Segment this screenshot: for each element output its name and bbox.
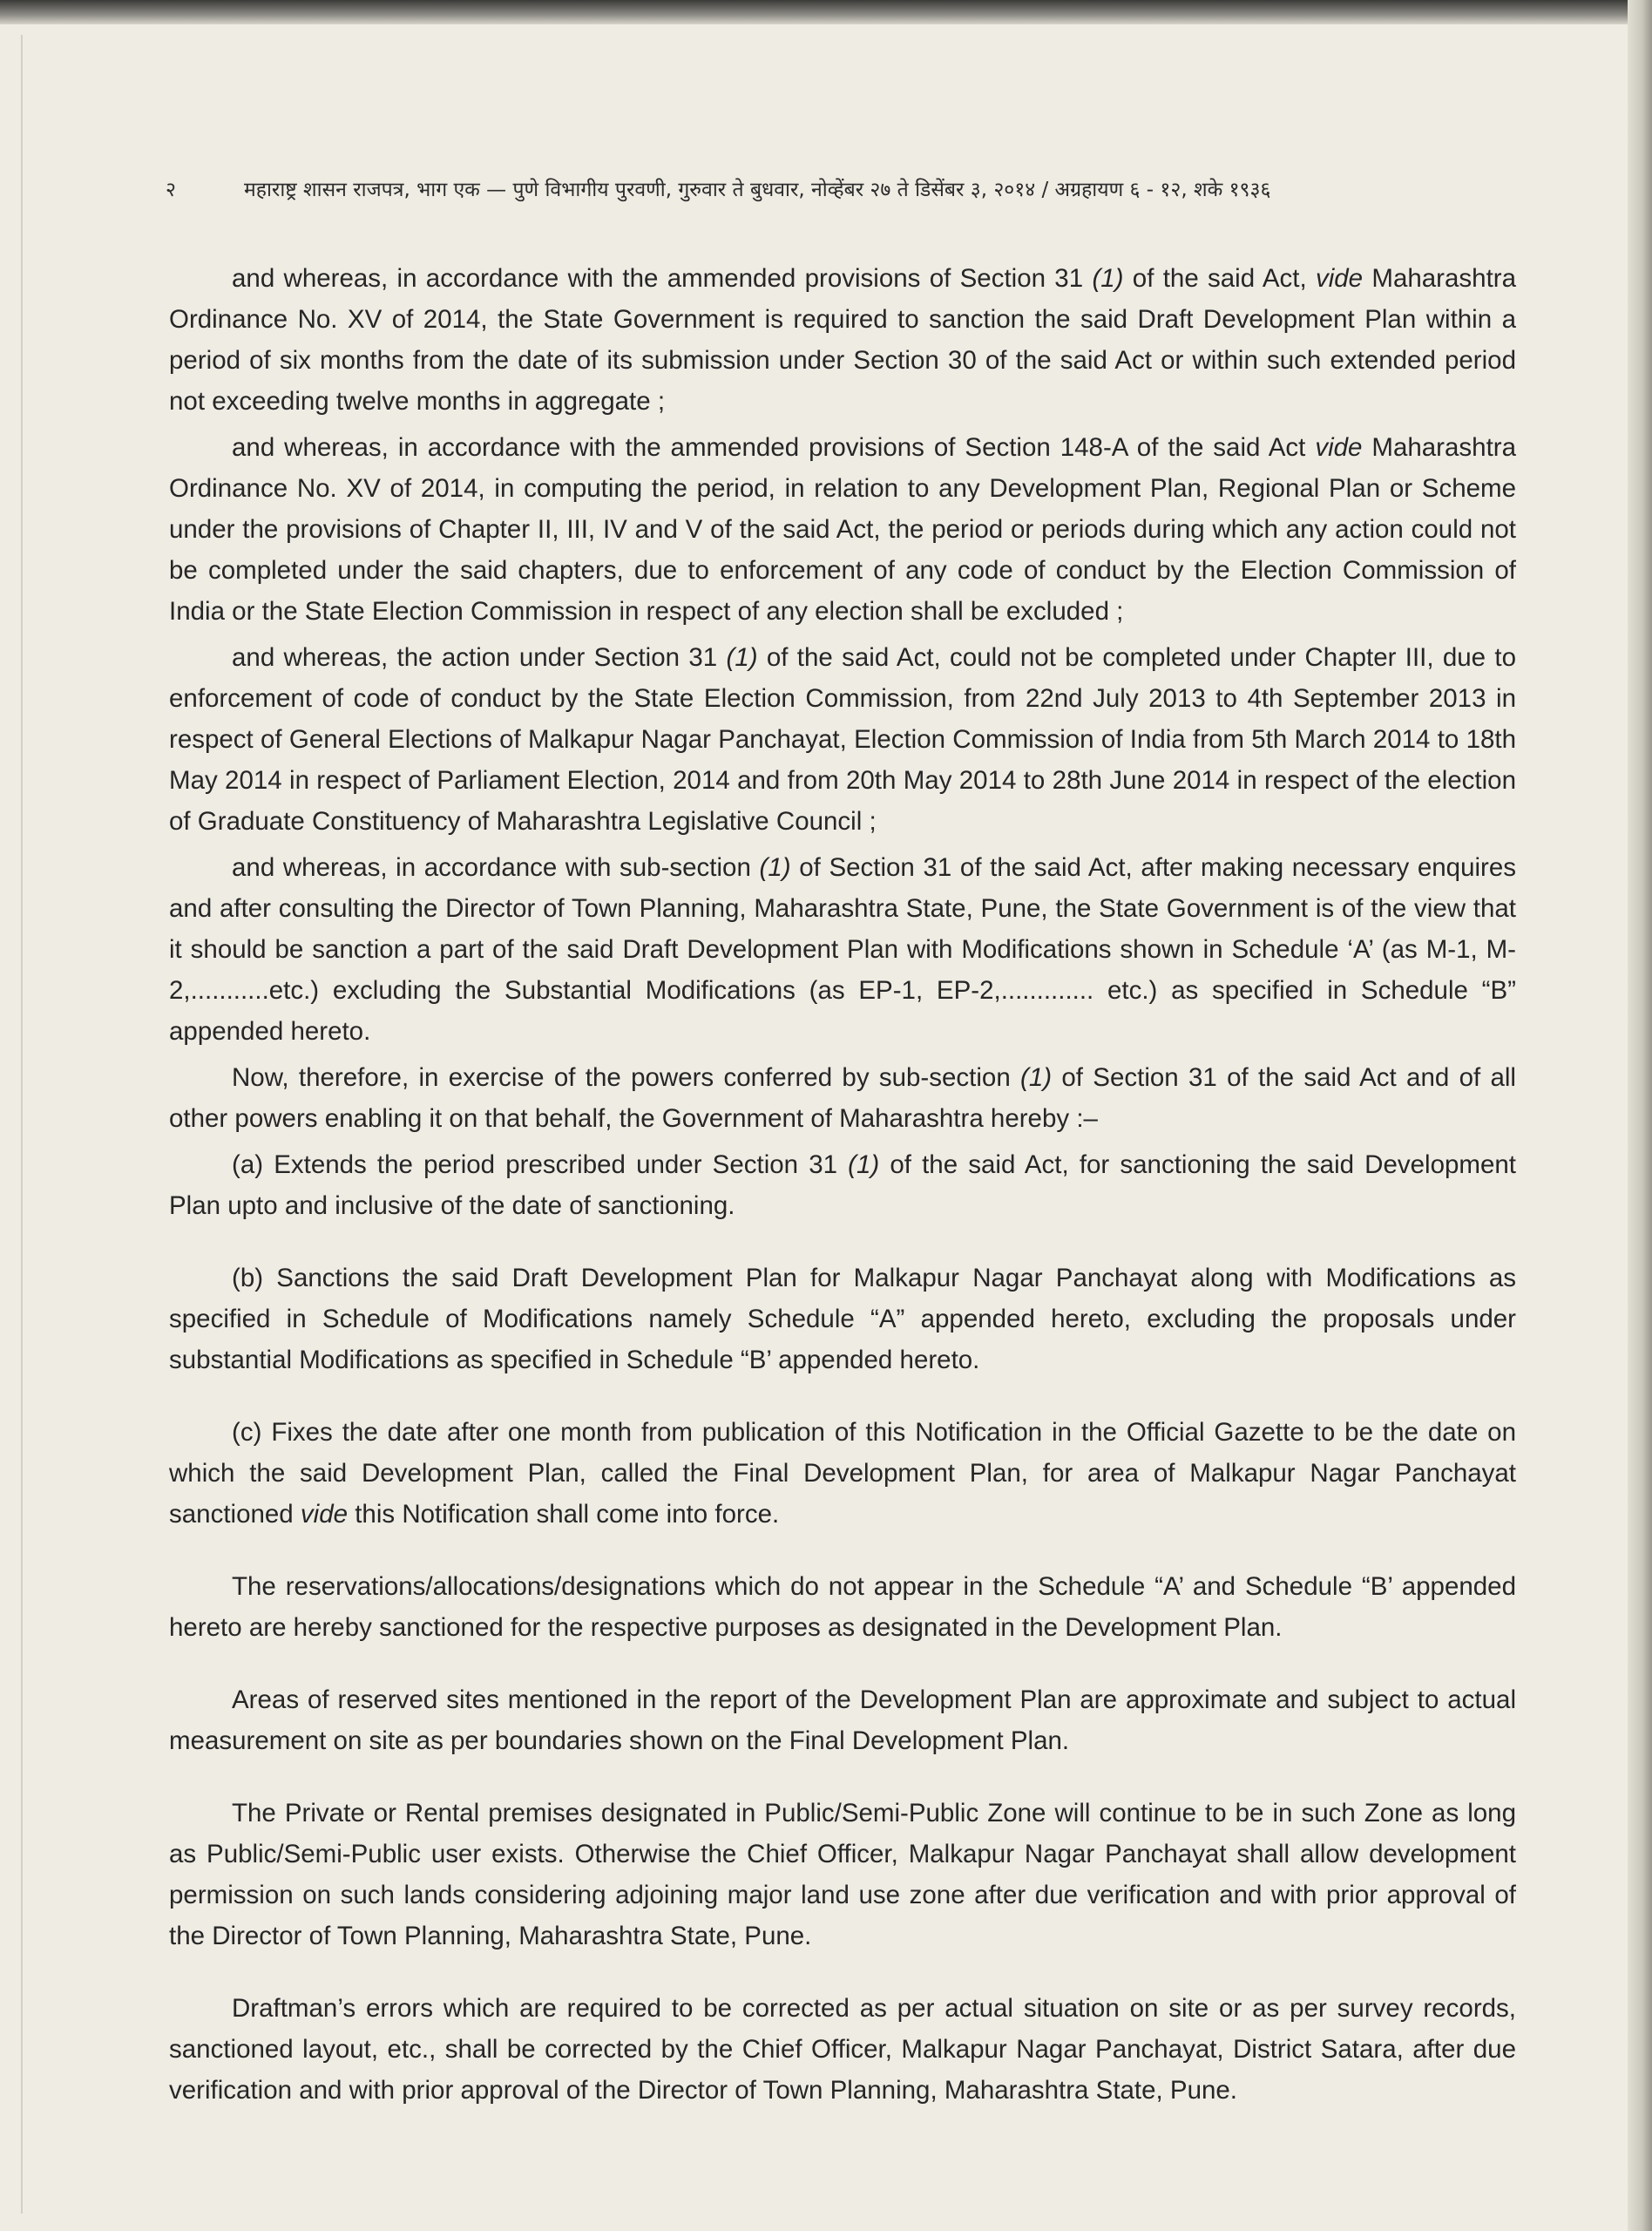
page-number: २ [166,179,176,201]
paragraph-reserved-areas: Areas of reserved sites mentioned in the report of the Development Plan are approximate and subject to actual measurement on site as per boundaries shown on the Final Development Plan. [169,1685,1516,1755]
paragraph-2: and whereas, in accordance with the ammended provisions of Section 148-A of the said Act vide Maharashtra Ordinance No. XV of 2014, in computing the period, in relation to any Development Plan, Regional Plan or Scheme under the provisions of Chapter II, III, IV and V of the said Act, the period or periods during which any action could not be completed under the said chapters, due to enforcement of any code of conduct by the Election Commission of India or the State Election Commission in respect of any election shall be excluded ; [169,433,1516,626]
scan-top-edge [0,0,1652,24]
clause-a: (a) Extends the period prescribed under Section 31 (1) of the said Act, for sanctioning the said Development Plan upto and inclusive of the date of sanctioning. [169,1150,1516,1220]
clause-b: (b) Sanctions the said Draft Development Plan for Malkapur Nagar Panchayat along with Modifications as specified in Schedule of Modifications namely Schedule “A” appended hereto, excluding the proposals under substantial Modifications as specified in Schedule “B’ appended hereto. [169,1264,1516,1374]
header-title: महाराष्ट्र शासन राजपत्र, भाग एक — पुणे विभागीय पुरवणी, गुरुवार ते बुधवार, नोव्हेंबर २७ ते डिसेंबर ३, २०१४ / अग्रहायण ६ - १२, शके १९३६ [244,179,1271,201]
scan-right-edge [1628,0,1652,2231]
paragraph-5: Now, therefore, in exercise of the powers conferred by sub-section (1) of Section 31 of the said Act and of all other powers enabling it on that behalf, the Government of Maharashtra hereby :– [169,1063,1516,1133]
paragraph-draftman-errors: Draftman’s errors which are required to be corrected as per actual situation on site or as per survey records, sanctioned layout, etc., shall be corrected by the Chief Officer, Malkapur Nagar Panchayat, District Satara, after due verification and with prior approval of the Director of Town Planning, Maharashtra State, Pune. [169,1994,1516,2105]
paragraph-4: and whereas, in accordance with sub-section (1) of Section 31 of the said Act, after making necessary enquires and after consulting the Director of Town Planning, Maharashtra State, Pune, the State Government is of the view that it should be sanction a part of the said Draft Development Plan with Modifications shown in Schedule ‘A’ (as M-1, M-2,...........etc.) excluding the Substantial Modifications (as EP-1, EP-2,............. etc.) as specified in Schedule “B” appended hereto. [169,853,1517,1046]
running-header [166,174,1525,202]
paragraph-reservations: The reservations/allocations/designations which do not appear in the Schedule “A’ and Schedule “B’ appended hereto are hereby sanctioned for the respective purposes as designated in the Development Plan. [169,1572,1516,1642]
paragraph-1: and whereas, in accordance with the ammended provisions of Section 31 (1) of the said Act, vide Maharashtra Ordinance No. XV of 2014, the State Government is required to sanction the said Draft Development Plan within a period of six months from the date of its submission under Section 30 of the said Act or within such extended period not exceeding twelve months in aggregate ; [169,264,1516,416]
paragraph-3: and whereas, the action under Section 31 (1) of the said Act, could not be completed under Chapter III, due to enforcement of code of conduct by the State Election Commission, from 22nd July 2013 to 4th September 2013 in respect of General Elections of Malkapur Nagar Panchayat, Election Commission of India from 5th March 2014 to 18th May 2014 in respect of Parliament Election, 2014 and from 20th May 2014 to 28th June 2014 in respect of the election of Graduate Constituency of Maharashtra Legislative Council ; [169,643,1516,836]
clause-c: (c) Fixes the date after one month from publication of this Notification in the Official Gazette to be the date on which the said Development Plan, called the Final Development Plan, for area of Malkapur Nagar Panchayat sanctioned vide this Notification shall come into force. [169,1418,1516,1529]
page-fold-line [21,35,23,2214]
paragraph-private-premises: The Private or Rental premises designated in Public/Semi-Public Zone will continue to be in such Zone as long as Public/Semi-Public user exists. Otherwise the Chief Officer, Malkapur Nagar Panchayat shall allow development permission on such lands considering adjoining major land use zone after due verification and with prior approval of the Director of Town Planning, Maharashtra State, Pune. [169,1799,1516,1950]
notification-body [169,258,1516,2116]
